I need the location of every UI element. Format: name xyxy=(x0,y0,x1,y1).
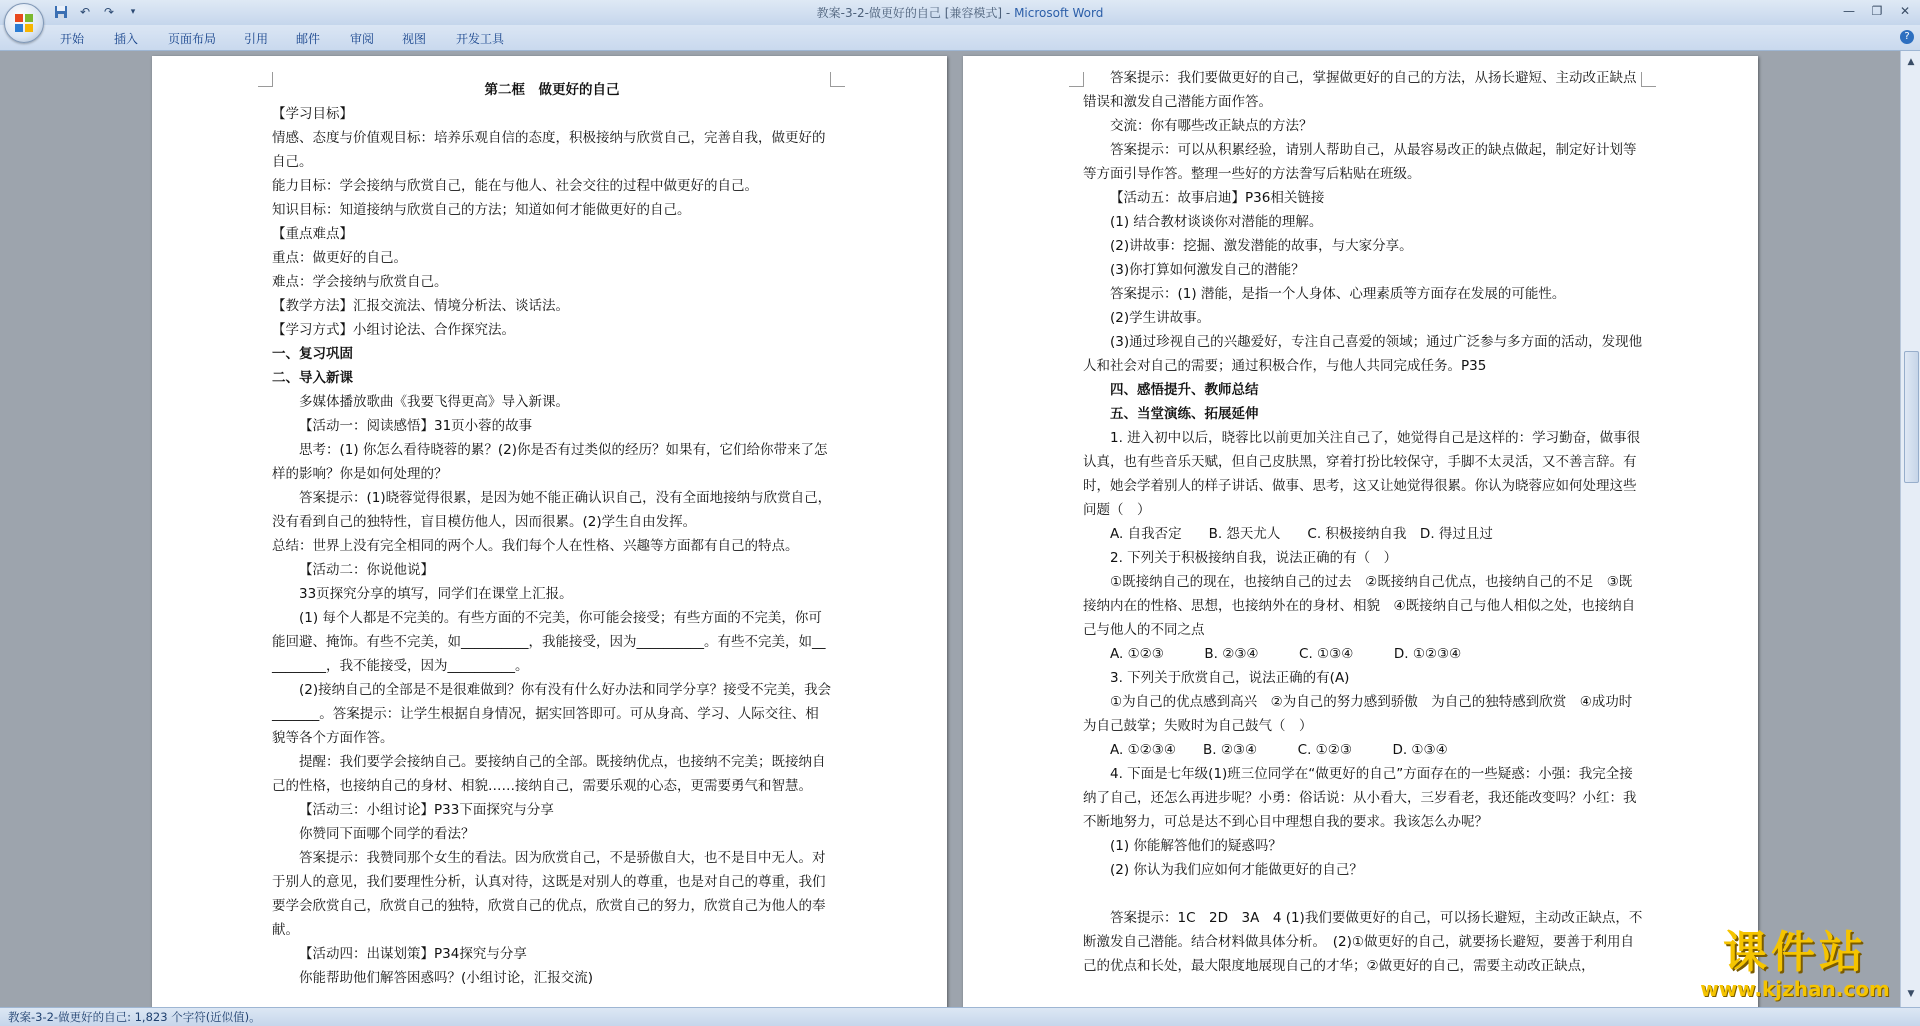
help-icon[interactable]: ? xyxy=(1900,30,1914,44)
paragraph: A. 自我否定 B. 怨天尤人 C. 积极接纳自我 D. 得过且过 xyxy=(1110,526,1493,542)
paragraph: 你能帮助他们解答困惑吗？(小组讨论，汇报交流) xyxy=(299,970,594,986)
tab-page-layout[interactable]: 页面布局 xyxy=(168,32,217,46)
tab-mailings[interactable]: 邮件 xyxy=(296,32,321,46)
document-workspace xyxy=(0,51,1900,1007)
document-page-right[interactable] xyxy=(963,56,1758,1007)
paragraph: 答案提示：1C 2D 3A 4 (1)我们要做更好的自己，可以扬长避短，主动改正缺点，不断激发自己潜能。结合材料做具体分析。 (2)①做更好的自己，就要扬长避短，要善于利用自己的优点和长处，最大限度地展现自己的才华；②做更好的自己，需要主动改正缺点， xyxy=(1083,910,1643,974)
paragraph: 提醒：我们要学会接纳自己。要接纳自己的全部。既接纳优点，也接纳不完美；既接纳自己的性格，也接纳自己的身材、相貌……接纳自己，需要乐观的心态，更需要勇气和智慧。 xyxy=(272,754,826,794)
document-name: 教案-3-2-做更好的自己 [兼容模式] - xyxy=(816,6,1015,20)
title-bar xyxy=(0,0,1920,26)
paragraph: 总结：世界上没有完全相同的两个人。我们每个人在性格、兴趣等方面都有自己的特点。 xyxy=(272,538,799,554)
paragraph: 能力目标：学会接纳与欣赏自己，能在与他人、社会交往的过程中做更好的自己。 xyxy=(272,178,758,194)
paragraph: (1) 每个人都是不完美的。有些方面的不完美，你可能会接受；有些方面的不完美，你可能回避、掩饰。有些不完美，如__________，我能接受，因为__________。有些不完美，如__________，我不能接受，因为__________。 xyxy=(272,610,826,674)
paragraph: 难点：学会接纳与欣赏自己。 xyxy=(272,274,448,290)
paragraph: ①既接纳自己的现在，也接纳自己的过去 ②既接纳自己优点，也接纳自己的不足 ③既接纳内在的性格、思想，也接纳外在的身材、相貌 ④既接纳自己与他人相似之处，也接纳自己与他人的不同之点 xyxy=(1083,574,1636,638)
paragraph: 【活动五：故事启迪】P36相关链接 xyxy=(1110,190,1325,206)
section-heading: 五、当堂演练、拓展延伸 xyxy=(1110,406,1259,422)
app-name: Microsoft Word xyxy=(1014,6,1104,20)
section-heading: 四、感悟提升、教师总结 xyxy=(1110,382,1259,398)
word-count-status[interactable]: 教案-3-2-做更好的自己: 1,823 个字符(近似值)。 xyxy=(8,1010,261,1024)
margin-mark xyxy=(1641,72,1656,87)
paragraph: 答案提示：(1)晓蓉觉得很累，是因为她不能正确认识自己，没有全面地接纳与欣赏自己，没有看到自己的独特性，盲目模仿他人，因而很累。(2)学生自由发挥。 xyxy=(272,490,832,530)
paragraph: (1) 你能解答他们的疑惑吗？ xyxy=(1110,838,1282,854)
scroll-up-icon[interactable]: ▲ xyxy=(1907,57,1915,67)
paragraph: 【学习目标】 xyxy=(272,106,353,122)
paragraph: (2)学生讲故事。 xyxy=(1110,310,1211,326)
paragraph: 【学习方式】小组讨论法、合作探究法。 xyxy=(272,322,515,338)
margin-mark xyxy=(258,72,273,87)
paragraph: 【活动一：阅读感悟】31页小蓉的故事 xyxy=(299,418,533,434)
undo-icon[interactable]: ↶ xyxy=(79,5,91,19)
paragraph: 33页探究分享的填写，同学们在课堂上汇报。 xyxy=(299,586,573,602)
section-heading: 二、导入新课 xyxy=(272,370,353,386)
tab-review[interactable]: 审阅 xyxy=(350,32,375,46)
paragraph: (3)你打算如何激发自己的潜能？ xyxy=(1110,262,1305,278)
paragraph: 3. 下列关于欣赏自己，说法正确的有(A) xyxy=(1110,670,1350,686)
paragraph: 重点：做更好的自己。 xyxy=(272,250,407,266)
paragraph: 答案提示：我们要做更好的自己，掌握做更好的自己的方法，从扬长避短、主动改正缺点错误和激发自己潜能方面作答。 xyxy=(1083,70,1637,110)
lesson-title: 第二框 做更好的自己 xyxy=(484,82,620,98)
vertical-scrollbar[interactable] xyxy=(1900,51,1920,1007)
empty-paragraph xyxy=(1083,882,1643,906)
tab-insert[interactable]: 插入 xyxy=(114,32,139,46)
paragraph: 答案提示：我赞同那个女生的看法。因为欣赏自己，不是骄傲自大，也不是目中无人。对于别人的意见，我们要理性分析，认真对待，这既是对别人的尊重，也是对自己的尊重，我们要学会欣赏自己，欣赏自己的独特，欣赏自己的优点，欣赏自己的努力，欣赏自己为他人的奉献。 xyxy=(272,850,826,938)
tab-view[interactable]: 视图 xyxy=(402,32,427,46)
margin-mark xyxy=(830,72,845,87)
paragraph: 答案提示：可以从积累经验，请别人帮助自己，从最容易改正的缺点做起，制定好计划等等方面引导作答。整理一些好的方法誊写后粘贴在班级。 xyxy=(1083,142,1637,182)
paragraph: 情感、态度与价值观目标：培养乐观自信的态度，积极接纳与欣赏自己，完善自我，做更好的自己。 xyxy=(272,130,826,170)
paragraph: ①为自己的优点感到高兴 ②为自己的努力感到骄傲 为自己的独特感到欣赏 ④成功时为自己鼓掌；失败时为自己鼓气（ ） xyxy=(1083,694,1633,734)
paragraph: 你赞同下面哪个同学的看法？ xyxy=(299,826,475,842)
paragraph: (2)接纳自己的全部是不是很难做到？你有没有什么好办法和同学分享？接受不完美，我会_______。答案提示：让学生根据自身情况，据实回答即可。可从身高、学习、人际交往、相貌等各个方面作答。 xyxy=(272,682,832,746)
customize-quick-access-icon[interactable]: ▾ xyxy=(130,7,136,17)
paragraph: (3)通过珍视自己的兴趣爱好，专注自己喜爱的领域；通过广泛参与多方面的活动，发现他人和社会对自己的需要；通过积极合作，与他人共同完成任务。P35 xyxy=(1083,334,1643,374)
paragraph: 1. 进入初中以后，晓蓉比以前更加关注自己了，她觉得自己是这样的：学习勤奋，做事很认真，也有些音乐天赋，但自己皮肤黑，穿着打扮比较保守，手脚不太灵活，又不善言辞。有时，她会学着别人的样子讲话、做事、思考，这又让她觉得很累。你认为晓蓉应如何处理这些问题（ ） xyxy=(1083,430,1641,518)
paragraph: 多媒体播放歌曲《我要飞得更高》导入新课。 xyxy=(299,394,569,410)
tab-home[interactable]: 开始 xyxy=(60,32,85,46)
paragraph: (1) 结合教材谈谈你对潜能的理解。 xyxy=(1110,214,1323,230)
scroll-down-icon[interactable]: ▼ xyxy=(1907,989,1915,999)
paragraph: A. ①②③④ B. ②③④ C. ①②③ D. ①③④ xyxy=(1110,742,1448,758)
close-icon[interactable]: ✕ xyxy=(1899,4,1911,18)
right-page-text[interactable] xyxy=(1083,66,1643,978)
paragraph: 【重点难点】 xyxy=(272,226,353,242)
office-logo-icon xyxy=(14,13,34,33)
scroll-thumb[interactable] xyxy=(1904,351,1919,483)
paragraph: 【活动二：你说他说】 xyxy=(299,562,434,578)
margin-mark xyxy=(1069,72,1084,87)
tab-references[interactable]: 引用 xyxy=(244,32,269,46)
watermark-title: 课件站 xyxy=(1723,927,1867,978)
paragraph: 思考：(1) 你怎么看待晓蓉的累？(2)你是否有过类似的经历？如果有，它们给你带来了怎样的影响？你是如何处理的？ xyxy=(272,442,828,482)
document-title xyxy=(0,4,1920,21)
paragraph: 【活动四：出谋划策】P34探究与分享 xyxy=(299,946,527,962)
minimize-icon[interactable]: — xyxy=(1843,4,1855,18)
paragraph: 答案提示：(1) 潜能，是指一个人身体、心理素质等方面存在发展的可能性。 xyxy=(1110,286,1566,302)
paragraph: 知识目标：知道接纳与欣赏自己的方法；知道如何才能做更好的自己。 xyxy=(272,202,691,218)
paragraph: 4. 下面是七年级(1)班三位同学在“做更好的自己”方面存在的一些疑惑：小强：我完全接纳了自己，还怎么再进步呢？小勇：俗话说：从小看大，三岁看老，我还能改变吗？小红：我不断地努力，可总是达不到心目中理想自我的要求。我该怎么办呢？ xyxy=(1083,766,1637,830)
paragraph: 交流：你有哪些改正缺点的方法？ xyxy=(1110,118,1313,134)
watermark-url: www.kjzhan.com xyxy=(1700,977,1890,1001)
paragraph: (2) 你认为我们应如何才能做更好的自己？ xyxy=(1110,862,1363,878)
paragraph: 【教学方法】汇报交流法、情境分析法、谈话法。 xyxy=(272,298,569,314)
section-heading: 一、复习巩固 xyxy=(272,346,353,362)
site-watermark xyxy=(1680,929,1910,1003)
paragraph: 【活动三：小组讨论】P33下面探究与分享 xyxy=(299,802,554,818)
document-page-left[interactable] xyxy=(152,56,947,1007)
redo-icon[interactable]: ↷ xyxy=(103,5,115,19)
paragraph: (2)讲故事：挖掘、激发潜能的故事，与大家分享。 xyxy=(1110,238,1413,254)
paragraph: A. ①②③ B. ②③④ C. ①③④ D. ①②③④ xyxy=(1110,646,1462,662)
status-bar xyxy=(0,1007,1920,1026)
left-page-text[interactable] xyxy=(272,78,832,990)
paragraph: 2. 下列关于积极接纳自我，说法正确的有（ ） xyxy=(1110,550,1398,566)
ribbon-tab-bar xyxy=(0,25,1920,51)
tab-developer[interactable]: 开发工具 xyxy=(456,32,505,46)
office-button[interactable] xyxy=(4,3,44,43)
restore-icon[interactable]: ❐ xyxy=(1871,4,1883,18)
